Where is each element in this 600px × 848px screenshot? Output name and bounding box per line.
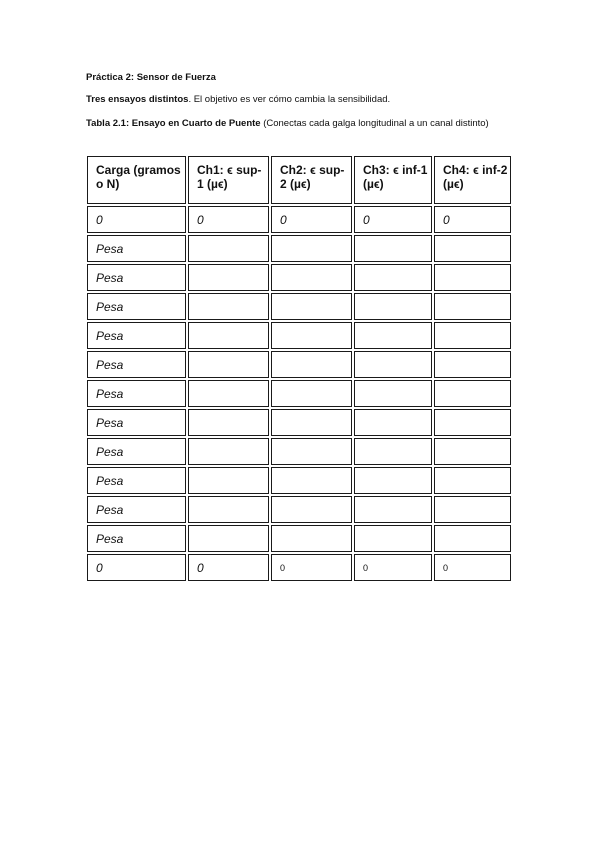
data-table [85, 154, 513, 583]
table-cell[interactable]: 0 [188, 554, 269, 581]
table-cell[interactable]: 0 [87, 206, 186, 233]
intro-paragraph [86, 94, 390, 105]
table-cell[interactable] [354, 525, 432, 552]
table-cell[interactable] [271, 438, 352, 465]
table-cell[interactable] [188, 525, 269, 552]
table-header-row [87, 156, 511, 204]
table-row [87, 467, 511, 494]
table-cell[interactable]: Pesa [87, 438, 186, 465]
table-cell[interactable] [271, 496, 352, 523]
caption-text: (Conectas cada galga longitudinal a un canal distinto) [260, 118, 489, 129]
table-body [87, 206, 511, 581]
table-cell[interactable]: Pesa [87, 351, 186, 378]
table-row [87, 409, 511, 436]
table-row [87, 322, 511, 349]
table-cell[interactable]: Pesa [87, 525, 186, 552]
table-cell[interactable]: Pesa [87, 380, 186, 407]
table-cell[interactable] [188, 235, 269, 262]
table-cell[interactable] [434, 351, 511, 378]
table-cell[interactable]: 0 [354, 554, 432, 581]
table-cell[interactable]: Pesa [87, 496, 186, 523]
table-row [87, 264, 511, 291]
table-cell[interactable]: 0 [271, 206, 352, 233]
header-cell: Ch2: ϵ sup-2 (µϵ) [271, 156, 352, 204]
table-row [87, 438, 511, 465]
table-cell[interactable] [434, 235, 511, 262]
table-cell[interactable] [354, 496, 432, 523]
table-cell[interactable]: Pesa [87, 264, 186, 291]
intro-text: . El objetivo es ver cómo cambia la sensibilidad. [188, 94, 391, 105]
table-row [87, 235, 511, 262]
table-cell[interactable] [434, 496, 511, 523]
table-cell[interactable] [434, 380, 511, 407]
table-cell[interactable] [188, 264, 269, 291]
table-cell[interactable]: 0 [271, 554, 352, 581]
table-cell[interactable] [271, 525, 352, 552]
table-cell[interactable] [188, 351, 269, 378]
table-cell[interactable]: Pesa [87, 293, 186, 320]
table-cell[interactable] [434, 264, 511, 291]
table-row [87, 525, 511, 552]
table-cell[interactable] [354, 409, 432, 436]
table-cell[interactable] [354, 264, 432, 291]
table-cell[interactable]: 0 [434, 554, 511, 581]
table-cell[interactable] [354, 235, 432, 262]
table-cell[interactable]: 0 [354, 206, 432, 233]
table-cell[interactable] [271, 380, 352, 407]
intro-bold: Tres ensayos distintos [86, 94, 189, 105]
table-cell[interactable] [188, 438, 269, 465]
table-cell[interactable] [354, 467, 432, 494]
header-cell: Carga (gramos o N) [87, 156, 186, 204]
table-cell[interactable] [354, 293, 432, 320]
table-cell[interactable] [271, 264, 352, 291]
caption-bold: Tabla 2.1: Ensayo en Cuarto de Puente [86, 118, 261, 129]
header-cell: Ch1: ϵ sup-1 (µϵ) [188, 156, 269, 204]
table-cell[interactable] [188, 496, 269, 523]
table-row [87, 293, 511, 320]
table-cell[interactable] [354, 351, 432, 378]
table-cell[interactable] [354, 380, 432, 407]
table-row [87, 496, 511, 523]
table-cell[interactable]: 0 [188, 206, 269, 233]
table-cell[interactable]: Pesa [87, 235, 186, 262]
page-title: Práctica 2: Sensor de Fuerza [86, 72, 216, 83]
table-cell[interactable]: Pesa [87, 409, 186, 436]
table-cell[interactable] [188, 409, 269, 436]
table-cell[interactable]: Pesa [87, 467, 186, 494]
table-cell[interactable] [271, 467, 352, 494]
table-cell[interactable] [434, 438, 511, 465]
table-cell[interactable] [271, 322, 352, 349]
table-cell[interactable]: 0 [434, 206, 511, 233]
table-cell[interactable] [188, 293, 269, 320]
table-cell[interactable] [434, 322, 511, 349]
table-row [87, 554, 511, 581]
table-cell[interactable] [434, 467, 511, 494]
table-cell[interactable] [271, 235, 352, 262]
table-cell[interactable] [188, 322, 269, 349]
header-cell: Ch3: ϵ inf-1 (µϵ) [354, 156, 432, 204]
table-cell[interactable]: 0 [87, 554, 186, 581]
table-row [87, 380, 511, 407]
table-cell[interactable] [354, 322, 432, 349]
table-cell[interactable] [271, 351, 352, 378]
table-cell[interactable] [188, 380, 269, 407]
table-row [87, 206, 511, 233]
table-cell[interactable] [271, 409, 352, 436]
table-cell[interactable] [434, 409, 511, 436]
table-cell[interactable] [434, 293, 511, 320]
table-row [87, 351, 511, 378]
table-cell[interactable] [188, 467, 269, 494]
header-cell: Ch4: ϵ inf-2 (µϵ) [434, 156, 511, 204]
table-cell[interactable] [434, 525, 511, 552]
table-cell[interactable]: Pesa [87, 322, 186, 349]
table-cell[interactable] [354, 438, 432, 465]
table-caption [86, 117, 514, 131]
table-cell[interactable] [271, 293, 352, 320]
